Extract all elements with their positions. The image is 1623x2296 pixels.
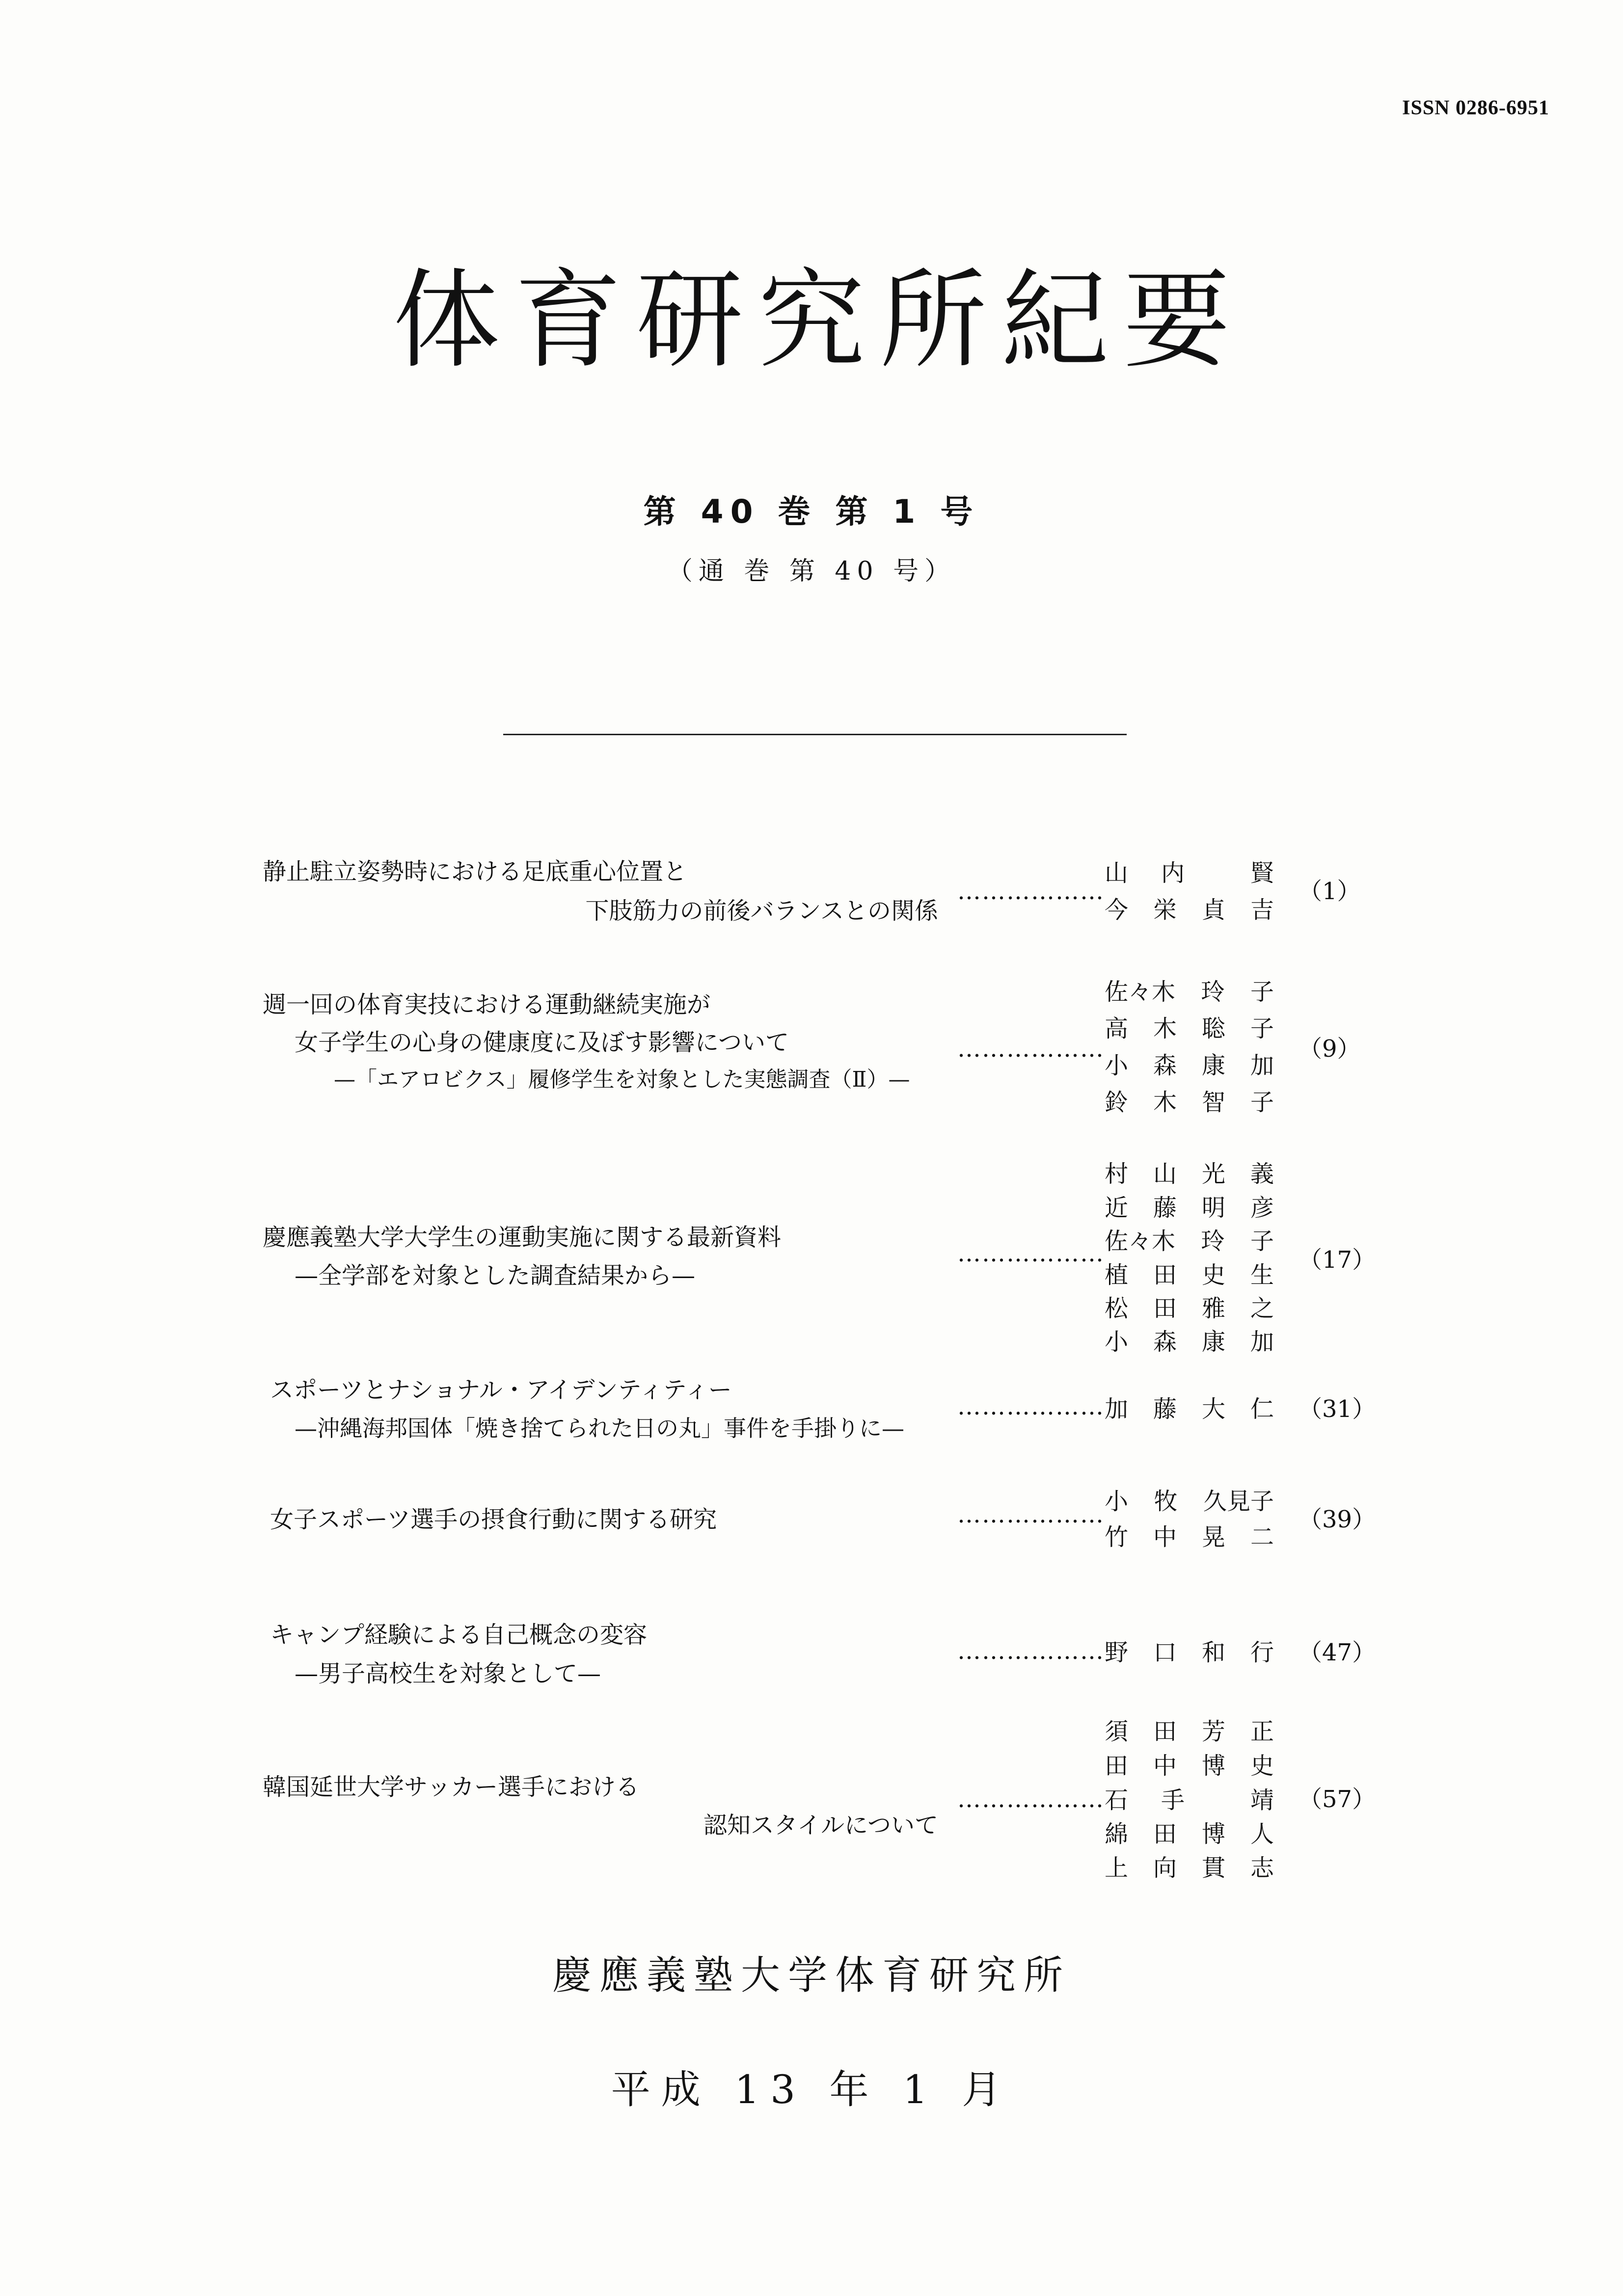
article-subtitle-line: —沖縄海邦国体「焼き捨てられた日の丸」事件を手掛りに—	[295, 1415, 904, 1442]
dot-leader: ………………	[957, 1501, 1105, 1528]
author-name: 小 牧 久見子	[1105, 1488, 1274, 1515]
article-title-line: 認知スタイルについて	[703, 1812, 938, 1839]
author-name: 加 藤 大 仁	[1105, 1395, 1274, 1423]
title-divider	[503, 734, 1127, 735]
page-number: （1）	[1298, 878, 1361, 905]
author-name: 田 中 博 史	[1105, 1752, 1274, 1780]
author-name: 山 内 賢	[1105, 859, 1274, 887]
author-name: 小 森 康 加	[1105, 1328, 1274, 1356]
author-name: 上 向 貫 志	[1105, 1854, 1274, 1882]
journal-title: 体育研究所紀要	[393, 259, 1245, 383]
author-name: 綿 田 博 人	[1105, 1820, 1274, 1848]
author-name: 佐々木 玲 子	[1105, 1228, 1274, 1255]
page-number: （47）	[1298, 1639, 1376, 1666]
article-title-line: スポーツとナショナル・アイデンティティー	[270, 1376, 732, 1404]
article-title-line: 週一回の体育実技における運動継続実施が	[263, 991, 711, 1018]
publication-date: 平成 13 年 1 月	[611, 2067, 1012, 2112]
volume-issue: 第 40 巻 第 1 号	[643, 493, 980, 531]
author-name: 松 田 雅 之	[1105, 1295, 1274, 1322]
article-title-line: 韓国延世大学サッカー選手における	[263, 1773, 640, 1801]
article-title-line: 女子スポーツ選手の摂食行動に関する研究	[270, 1506, 717, 1533]
dot-leader: ………………	[957, 1637, 1105, 1665]
page-number: （17）	[1298, 1246, 1376, 1274]
page-number: （39）	[1298, 1506, 1376, 1533]
author-name: 野 口 和 行	[1105, 1639, 1274, 1666]
author-name: 佐々木 玲 子	[1105, 978, 1274, 1006]
author-name: 鈴 木 智 子	[1105, 1089, 1274, 1116]
author-name: 植 田 史 生	[1105, 1261, 1274, 1289]
page-number: （9）	[1298, 1035, 1361, 1063]
publisher-name: 慶應義塾大学体育研究所	[552, 1952, 1071, 1998]
dot-leader: ………………	[957, 1393, 1105, 1420]
cumulative-issue: （通 巻 第 40 号）	[667, 557, 956, 586]
article-title-line: 女子学生の心身の健康度に及ぼす影響について	[295, 1029, 789, 1056]
article-title-line: キャンプ経験による自己概念の変容	[270, 1621, 648, 1649]
article-subtitle-line: —男子高校生を対象として—	[295, 1660, 601, 1687]
dot-leader: ………………	[957, 1240, 1105, 1267]
author-name: 高 木 聡 子	[1105, 1015, 1274, 1042]
dot-leader: ………………	[957, 1786, 1105, 1813]
article-subtitle-line: —全学部を対象とした調査結果から—	[295, 1262, 696, 1289]
author-name: 村 山 光 義	[1105, 1160, 1274, 1188]
author-name: 今 栄 貞 吉	[1105, 896, 1274, 924]
author-name: 近 藤 明 彦	[1105, 1194, 1274, 1222]
page-number: （31）	[1298, 1395, 1376, 1423]
dot-leader: ………………	[957, 878, 1105, 905]
author-name: 小 森 康 加	[1105, 1052, 1274, 1079]
page-number: （57）	[1298, 1786, 1376, 1813]
author-name: 竹 中 晃 二	[1105, 1523, 1274, 1551]
article-title-line: 下肢筋力の前後バランスとの関係	[585, 897, 938, 925]
dot-leader: ………………	[957, 1035, 1105, 1063]
author-name: 須 田 芳 正	[1105, 1718, 1274, 1745]
issn-number: ISSN 0286-6951	[1402, 97, 1549, 119]
article-title-line: 静止駐立姿勢時における足底重心位置と	[263, 858, 687, 885]
article-title-line: 慶應義塾大学大学生の運動実施に関する最新資料	[263, 1224, 782, 1251]
article-subtitle-line: —「エアロビクス」履修学生を対象とした実態調査（Ⅱ）—	[334, 1067, 910, 1092]
author-name: 石 手 靖	[1105, 1787, 1274, 1814]
